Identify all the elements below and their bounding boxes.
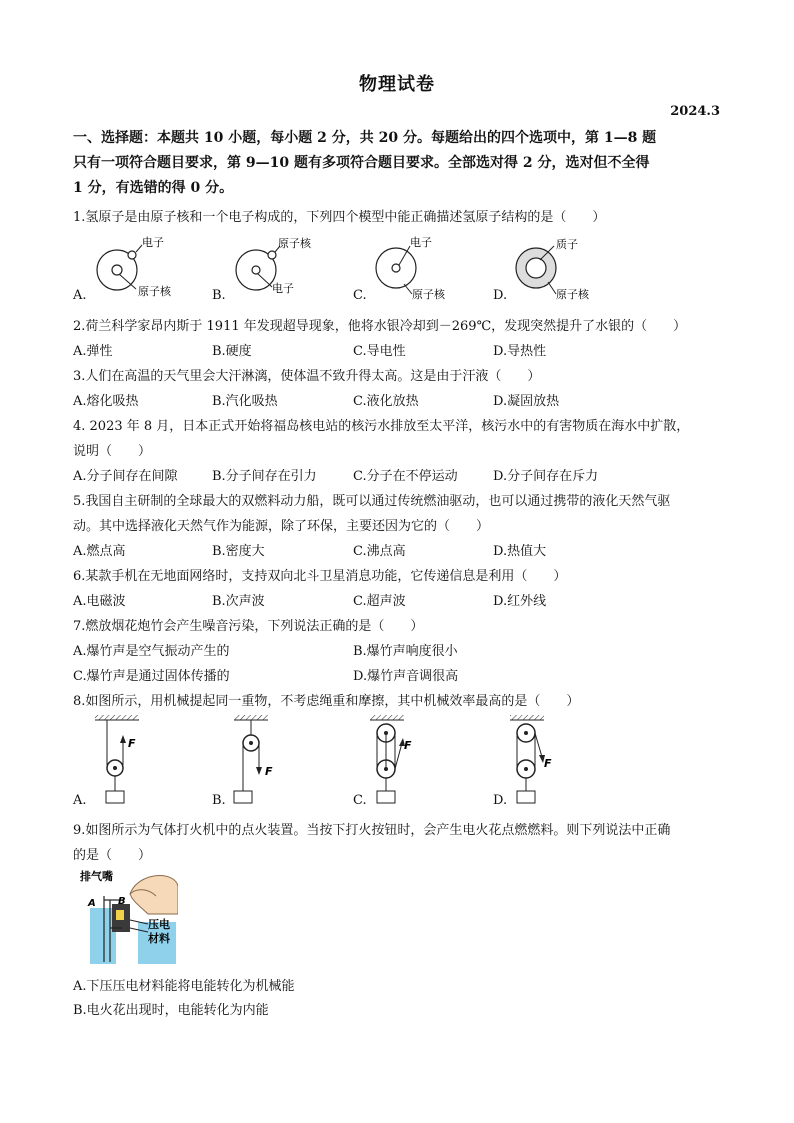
label-piezo-2: 材料 <box>148 932 170 945</box>
q4-option-d[interactable]: D.分子间存在斥力 <box>493 469 599 484</box>
q5-option-d[interactable]: D.热值大 <box>493 544 547 559</box>
section-line: 只有一项符合题目要求，第 9—10 题有多项符合题目要求。全部选对得 2 分，选对但不全得 <box>73 155 650 171</box>
question-9-stem: 9.如图所示为气体打火机中的点火装置。当按下打火按钮时，会产生电火花点燃燃料。则下列说法中正确 <box>73 823 671 838</box>
q9-option-a[interactable]: A.下压压电材料能将电能转化为机械能 <box>73 979 295 994</box>
q1-option-a[interactable]: A. <box>73 288 87 303</box>
q1-option-b[interactable]: B. <box>212 288 226 303</box>
q9-option-b[interactable]: B.电火花出现时，电能转化为内能 <box>73 1003 269 1018</box>
pulley-setup-b <box>234 715 273 803</box>
lighter-igniter-figure <box>78 866 178 966</box>
q3-option-a[interactable]: A.熔化吸热 <box>73 394 139 409</box>
question-3-stem: 3.人们在高温的天气里会大汗淋漓，使体温不致升得太高。这是由于汗液（ ） <box>73 369 541 384</box>
label-electron: 电子 <box>272 282 294 295</box>
q1-option-d[interactable]: D. <box>493 288 508 303</box>
q8-option-a[interactable]: A. <box>73 793 87 808</box>
exam-date: 2024.3 <box>670 104 720 119</box>
q7-option-d[interactable]: D.爆竹声音调很高 <box>353 669 459 684</box>
label-nucleus: 原子核 <box>556 288 589 301</box>
label-piezo-1: 压电 <box>148 918 170 931</box>
question-7-stem: 7.燃放烟花炮竹会产生噪音污染，下列说法正确的是（ ） <box>73 619 424 634</box>
q2-option-d[interactable]: D.导热性 <box>493 344 547 359</box>
q7-option-a[interactable]: A.爆竹声是空气振动产生的 <box>73 644 230 659</box>
q5-option-c[interactable]: C.沸点高 <box>353 544 406 559</box>
force-label: F <box>128 737 136 750</box>
q1-option-c[interactable]: C. <box>353 288 367 303</box>
label-nozzle: 排气嘴 <box>80 870 113 883</box>
question-6-stem: 6.某款手机在无地面网络时，支持双向北斗卫星消息功能，它传递信息是利用（ ） <box>73 569 567 584</box>
atom-model-b <box>236 236 312 295</box>
label-electron: 电子 <box>142 236 164 249</box>
question-8-stem: 8.如图所示，用机械提起同一重物，不考虑绳重和摩擦，其中机械效率最高的是（ ） <box>73 694 580 709</box>
question-9-stem-cont: 的是（ ） <box>73 848 152 863</box>
q3-option-b[interactable]: B.汽化吸热 <box>212 394 278 409</box>
section-line: 1 分，有选错的得 0 分。 <box>73 180 234 196</box>
question-4-stem: 4. 2023 年 8 月，日本正式开始将福岛核电站的核污水排放至太平洋，核污水中的有害物质在海水中扩散， <box>73 419 690 434</box>
q7-option-c[interactable]: C.爆竹声是通过固体传播的 <box>73 669 230 684</box>
q5-option-b[interactable]: B.密度大 <box>212 544 265 559</box>
label-point-a: A <box>88 898 96 909</box>
q8-option-b[interactable]: B. <box>212 793 226 808</box>
q2-option-a[interactable]: A.弹性 <box>73 344 113 359</box>
question-4-stem-cont: 说明（ ） <box>73 444 152 459</box>
atom-model-a <box>97 235 172 298</box>
force-label: F <box>404 739 412 752</box>
atom-model-c <box>376 235 446 301</box>
section-line: 一、选择题：本题共 10 小题，每小题 2 分，共 20 分。每题给出的四个选项中，第 1—8 题 <box>73 130 657 146</box>
q5-option-a[interactable]: A.燃点高 <box>73 544 126 559</box>
label-proton: 质子 <box>556 238 578 251</box>
q6-option-d[interactable]: D.红外线 <box>493 594 547 609</box>
q6-option-c[interactable]: C.超声波 <box>353 594 406 609</box>
q4-option-a[interactable]: A.分子间存在间隙 <box>73 469 178 484</box>
q6-option-a[interactable]: A.电磁波 <box>73 594 126 609</box>
section-instructions <box>73 126 723 201</box>
label-point-b: B <box>118 896 126 907</box>
q7-option-b[interactable]: B.爆竹声响度很小 <box>353 644 458 659</box>
q6-option-b[interactable]: B.次声波 <box>212 594 265 609</box>
page-title: 物理试卷 <box>359 74 435 95</box>
q8-option-d[interactable]: D. <box>493 793 508 808</box>
q2-option-b[interactable]: B.硬度 <box>212 344 252 359</box>
label-nucleus: 原子核 <box>278 237 311 250</box>
question-5-stem: 5.我国自主研制的全球最大的双燃料动力船，既可以通过传统燃油驱动，也可以通过携带的液化天然气驱 <box>73 494 671 509</box>
label-nucleus: 原子核 <box>412 288 445 301</box>
question-1-stem: 1.氢原子是由原子核和一个电子构成的，下列四个模型中能正确描述氢原子结构的是（ ） <box>73 210 606 225</box>
pulley-setup-c <box>370 715 412 803</box>
q2-option-c[interactable]: C.导电性 <box>353 344 406 359</box>
atom-model-d <box>516 237 590 301</box>
pulley-setup-a <box>95 715 139 803</box>
pulley-setup-d <box>510 715 552 803</box>
label-nucleus: 原子核 <box>138 285 171 298</box>
atom-model-figures <box>60 232 620 310</box>
question-5-stem-cont: 动。其中选择液化天然气作为能源，除了环保，主要还因为它的（ ） <box>73 519 490 534</box>
force-label: F <box>544 757 552 770</box>
force-label: F <box>265 765 273 778</box>
q3-option-c[interactable]: C.液化放热 <box>353 394 419 409</box>
q4-option-b[interactable]: B.分子间存在引力 <box>212 469 317 484</box>
label-electron: 电子 <box>410 236 432 249</box>
q8-option-c[interactable]: C. <box>353 793 367 808</box>
question-2-stem: 2.荷兰科学家昂内斯于 1911 年发现超导现象，他将水银冷却到－269℃，发现突然提升了水银的（ ） <box>73 319 687 334</box>
q4-option-c[interactable]: C.分子在不停运动 <box>353 469 458 484</box>
q3-option-d[interactable]: D.凝固放热 <box>493 394 560 409</box>
